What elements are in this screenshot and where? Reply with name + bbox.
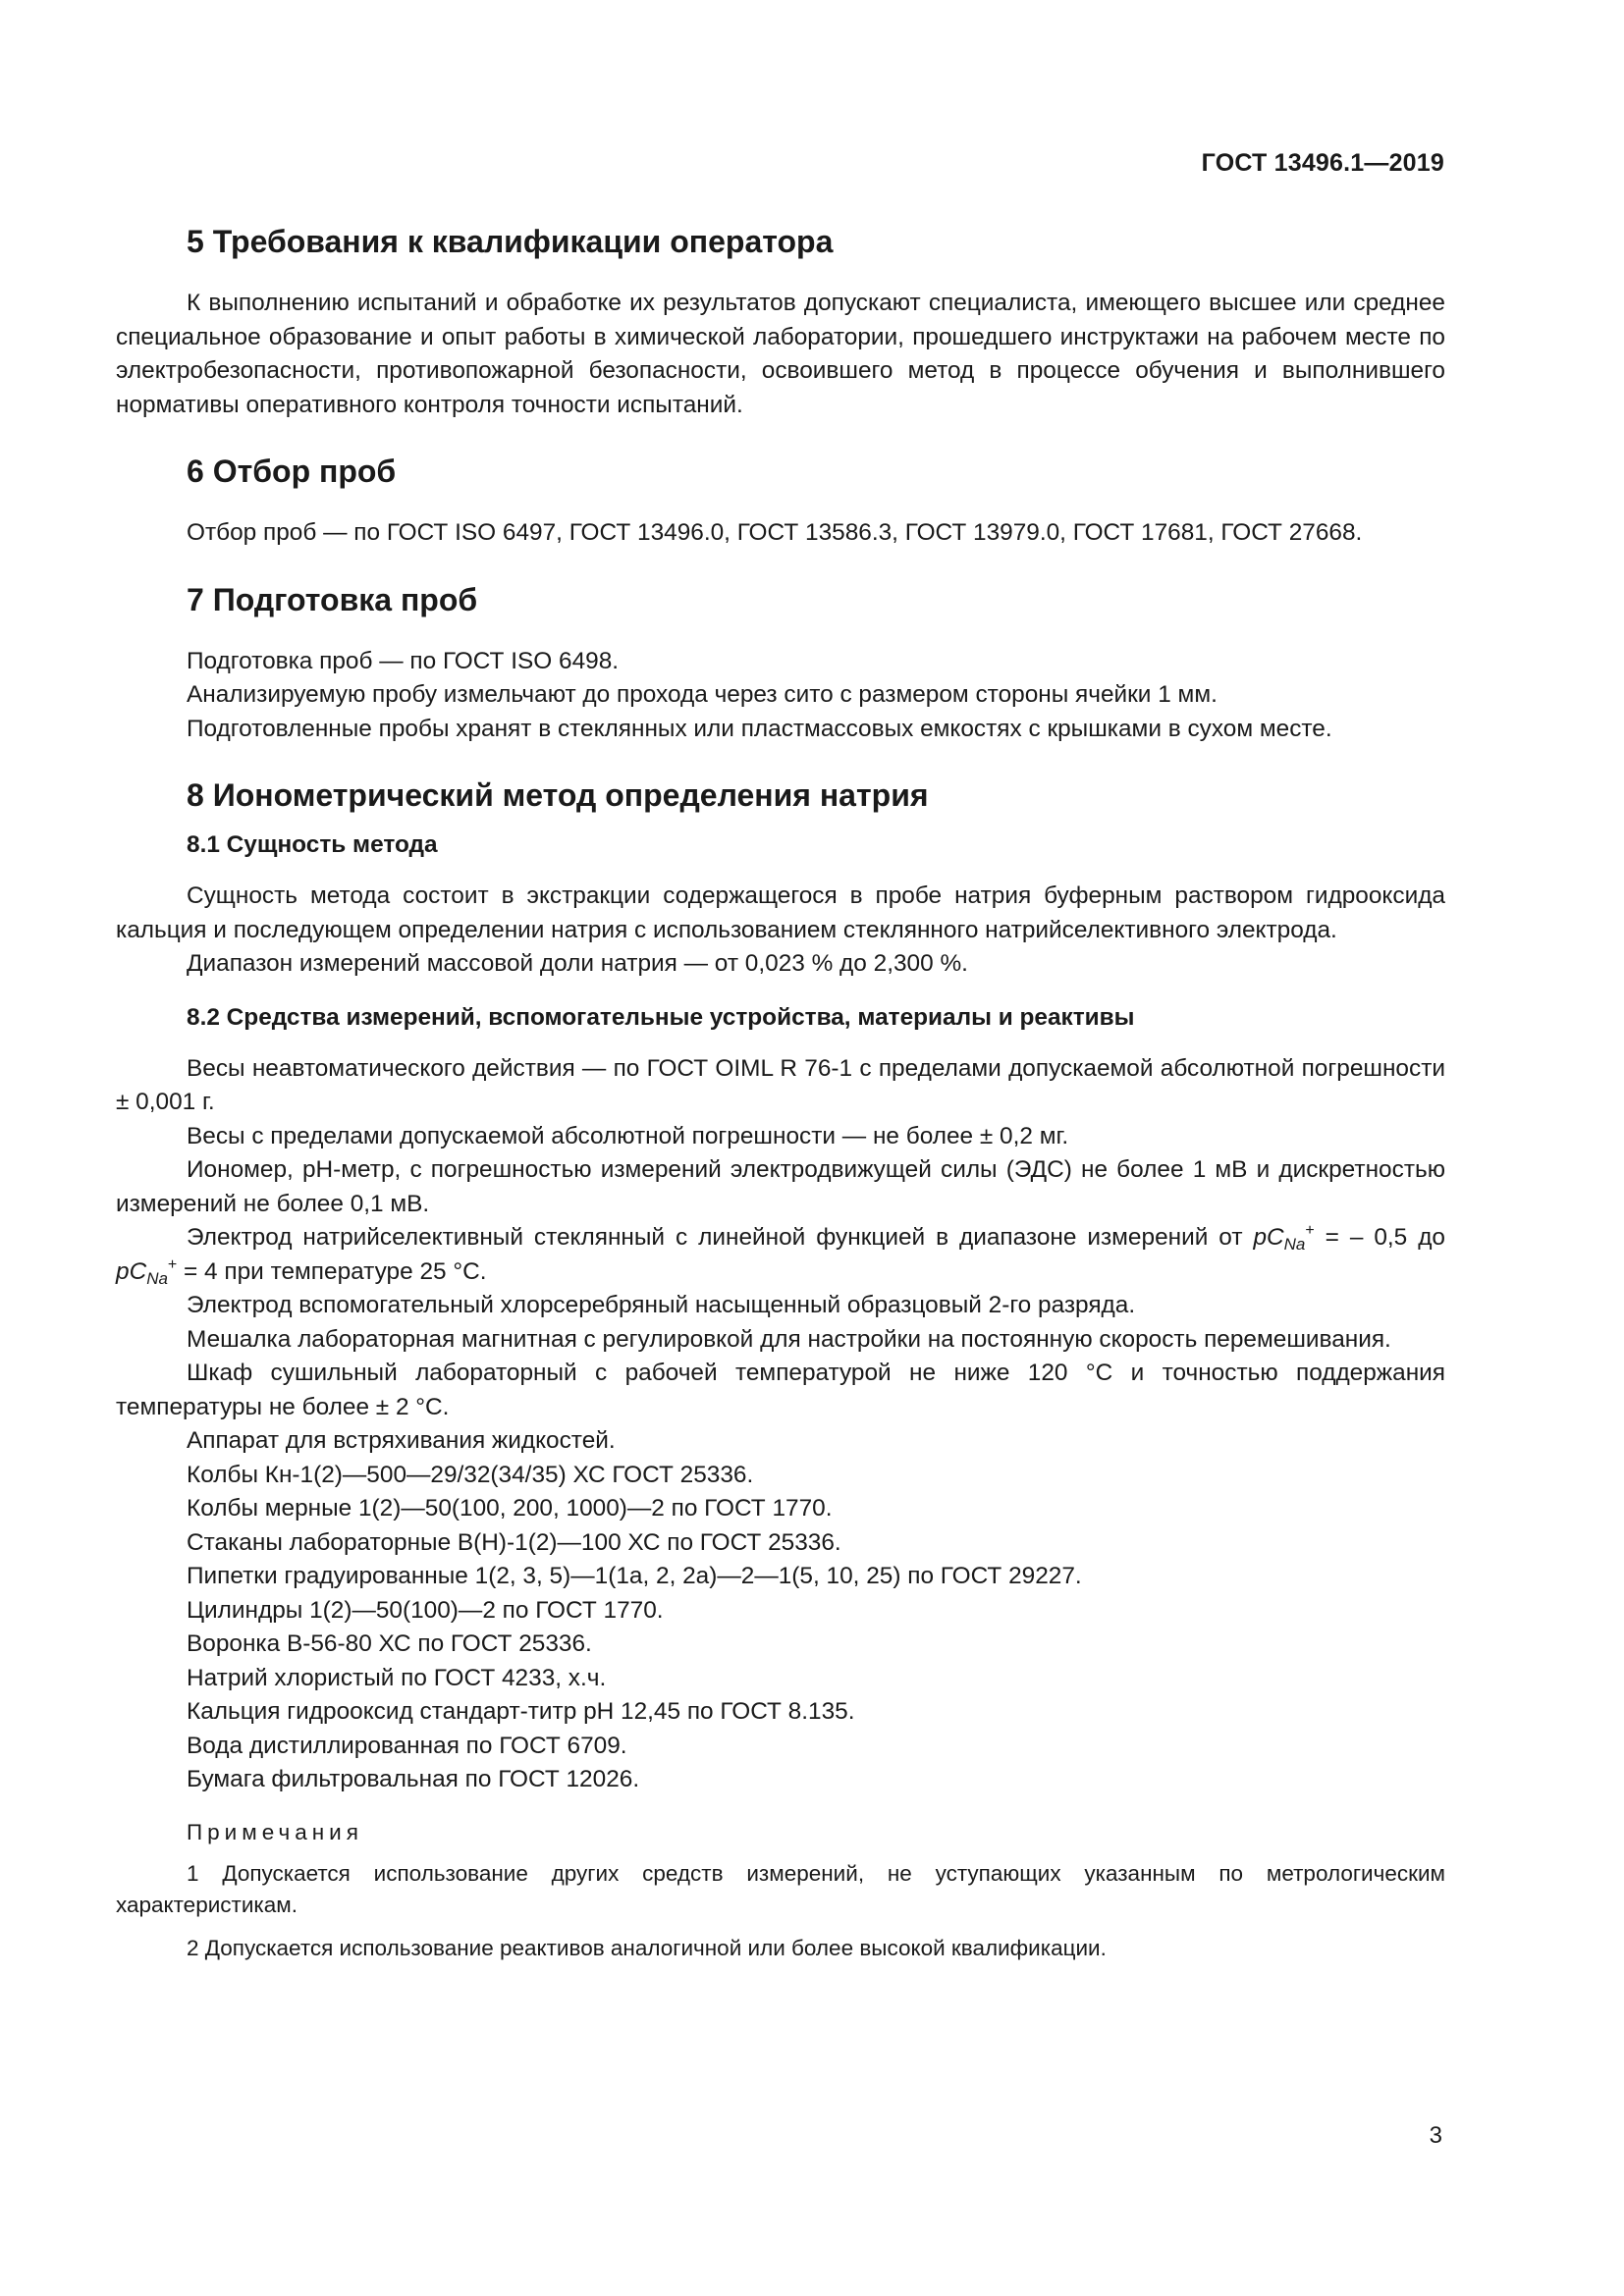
list-item: Весы с пределами допускаемой абсолютной погрешности — не более ± 0,2 мг. bbox=[187, 1122, 1069, 1149]
section-7-paragraph-1: Подготовка проб — по ГОСТ ISO 6498. bbox=[187, 647, 620, 674]
section-6 bbox=[116, 452, 1445, 551]
subsection-8-1-title: 8.1 Сущность метода bbox=[187, 831, 438, 858]
section-8 bbox=[116, 775, 1445, 1964]
na-subscript: Na bbox=[1283, 1235, 1306, 1254]
list-item: Вода дистиллированная по ГОСТ 6709. bbox=[187, 1732, 627, 1759]
page-number: 3 bbox=[1429, 2122, 1442, 2149]
list-item: Мешалка лабораторная магнитная с регулировкой для настройки на постоянную скорость перемешивания. bbox=[187, 1325, 1391, 1353]
list-item: Натрий хлористый по ГОСТ 4233, х.ч. bbox=[187, 1664, 607, 1691]
electrode-text-b: = – 0,5 до bbox=[1314, 1224, 1445, 1251]
section-5 bbox=[116, 222, 1445, 422]
section-6-paragraph: Отбор проб — по ГОСТ ISO 6497, ГОСТ 13496.0, ГОСТ 13586.3, ГОСТ 13979.0, ГОСТ 17681, ГОСТ 27668. bbox=[187, 519, 1363, 546]
list-item: Стаканы лабораторные В(Н)-1(2)—100 ХС по ГОСТ 25336. bbox=[187, 1528, 841, 1556]
subsection-8-2-title: 8.2 Средства измерений, вспомогательные устройства, материалы и реактивы bbox=[187, 1003, 1135, 1031]
section-7-paragraph-2: Анализируемую пробу измельчают до прохода через сито с размером стороны ячейки 1 мм. bbox=[187, 681, 1218, 708]
list-item: Колбы Кн-1(2)—500—29/32(34/35) ХС ГОСТ 25336. bbox=[187, 1461, 754, 1488]
list-item: Цилиндры 1(2)—50(100)—2 по ГОСТ 1770. bbox=[187, 1596, 664, 1624]
electrode-text-c: = 4 при температуре 25 °С. bbox=[177, 1257, 487, 1285]
section-6-title: 6 Отбор проб bbox=[187, 454, 397, 489]
section-5-paragraph: К выполнению испытаний и обработке их результатов допускают специалиста, имеющего высшее или среднее специальное образование и опыт работы в химической лаборатории, прошедшего инструктажи на рабочем месте по электробезопасности, противопожарной безопасности, освоившего метод в процессе обучения и выполнившего нормативы оперативного контроля точности испытаний. bbox=[116, 290, 1445, 418]
na-subscript: Na bbox=[146, 1268, 168, 1288]
subsection-8-1-paragraph-1: Сущность метода состоит в экстракции содержащегося в пробе натрия буферным раствором гидрооксида кальция и последующем определении натрия с использованием стеклянного натрийселективного электрода. bbox=[116, 882, 1445, 943]
list-item: Бумага фильтровальная по ГОСТ 12026. bbox=[187, 1766, 640, 1792]
list-item: Весы неавтоматического действия — по ГОСТ OIML R 76-1 с пределами допускаемой абсолютной погрешности ± 0,001 г. bbox=[116, 1054, 1445, 1115]
list-item: Шкаф сушильный лабораторный с рабочей температурой не ниже 120 °С и точностью поддержания температуры не более ± 2 °С. bbox=[116, 1360, 1445, 1420]
subsection-8-1 bbox=[116, 828, 1445, 982]
section-7-paragraph-3: Подготовленные пробы хранят в стеклянных или пластмассовых емкостях с крышками в сухом месте. bbox=[187, 715, 1332, 742]
document-code: ГОСТ 13496.1—2019 bbox=[1201, 149, 1444, 177]
notes-block bbox=[116, 1817, 1445, 1964]
list-item: Аппарат для встряхивания жидкостей. bbox=[187, 1427, 616, 1454]
list-item: Иономер, рН-метр, с погрешностью измерений электродвижущей силы (ЭДС) не более 1 мВ и дискретностью измерений не более 0,1 мВ. bbox=[116, 1156, 1445, 1217]
pc-symbol: pC bbox=[116, 1257, 147, 1285]
subsection-8-1-paragraph-2: Диапазон измерений массовой доли натрия — от 0,023 % до 2,300 %. bbox=[187, 950, 968, 977]
plus-superscript: + bbox=[1305, 1222, 1315, 1239]
section-7-title: 7 Подготовка проб bbox=[187, 581, 478, 617]
list-item: Кальция гидрооксид стандарт-титр рН 12,45 по ГОСТ 8.135. bbox=[187, 1698, 855, 1725]
list-item: Электрод вспомогательный хлорсеребряный насыщенный образцовый 2-го разряда. bbox=[187, 1292, 1136, 1318]
subsection-8-2 bbox=[116, 1001, 1445, 1797]
note-2: 2 Допускается использование реактивов аналогичной или более высокой квалификации. bbox=[187, 1935, 1107, 1960]
list-item: Воронка В-56-80 ХС по ГОСТ 25336. bbox=[187, 1630, 592, 1657]
pc-symbol: pC bbox=[1253, 1224, 1284, 1251]
plus-superscript: + bbox=[167, 1255, 178, 1273]
notes-title: Примечания bbox=[187, 1819, 363, 1844]
section-7 bbox=[116, 580, 1445, 747]
section-5-title: 5 Требования к квалификации оператора bbox=[187, 224, 834, 259]
list-item: Колбы мерные 1(2)—50(100, 200, 1000)—2 по ГОСТ 1770. bbox=[187, 1495, 833, 1522]
electrode-text-a: Электрод натрийселективный стеклянный с линейной функцией в диапазоне измерений от bbox=[187, 1224, 1254, 1251]
list-item: Пипетки градуированные 1(2, 3, 5)—1(1а, 2, 2а)—2—1(5, 10, 25) по ГОСТ 29227. bbox=[187, 1563, 1082, 1589]
page-content bbox=[116, 222, 1445, 1994]
list-item-electrode bbox=[116, 1221, 1445, 1289]
section-8-title: 8 Ионометрический метод определения натрия bbox=[187, 777, 929, 813]
note-1: 1 Допускается использование других средств измерений, не уступающих указанным по метрологическим характеристикам. bbox=[116, 1860, 1445, 1917]
